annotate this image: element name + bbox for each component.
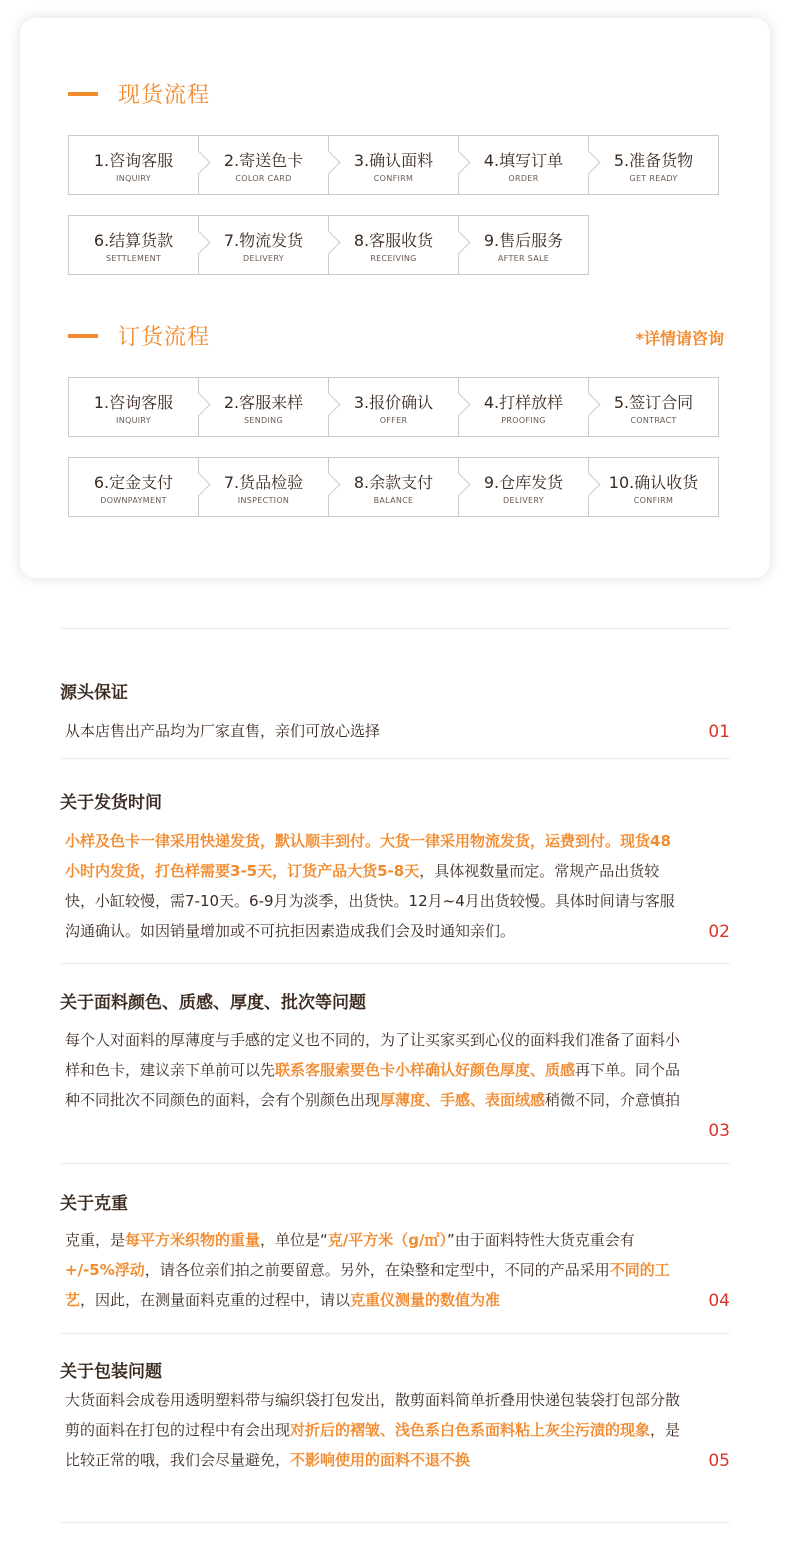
step-english-label: SETTLEMENT xyxy=(105,254,162,263)
step-label: 7.物流发货 xyxy=(223,231,304,250)
process-step xyxy=(588,135,719,195)
body-text: ，请各位亲们拍之前要留意。另外，在染整和定型中，不同的产品采用 xyxy=(144,1261,610,1279)
process-step xyxy=(328,377,459,437)
process-step xyxy=(458,377,589,437)
highlight-text: 厚薄度、手感、表面绒感 xyxy=(380,1091,546,1109)
info-title: 关于克重 xyxy=(60,1194,128,1214)
step-label: 7.货品检验 xyxy=(223,473,304,492)
consult-note: *详情请咨询 xyxy=(635,329,724,348)
accent-bar xyxy=(68,92,98,96)
step-english-label: DELIVERY xyxy=(503,496,544,505)
step-english-label: CONFIRM xyxy=(373,174,414,183)
order-steps-row-2 xyxy=(68,457,718,517)
process-step xyxy=(328,135,459,195)
step-english-label: AFTER SALE xyxy=(497,254,550,263)
highlight-text: 不同的工艺 xyxy=(65,1261,670,1309)
step-english-label: CONTRACT xyxy=(630,416,677,425)
step-label: 3.报价确认 xyxy=(353,393,434,412)
info-block-shipping-time xyxy=(60,758,730,964)
step-label: 9.售后服务 xyxy=(483,231,564,250)
body-text: ，单位是“ xyxy=(260,1231,328,1249)
divider xyxy=(60,1522,730,1523)
step-label: 5.签订合同 xyxy=(613,393,694,412)
info-number: 02 xyxy=(708,922,730,942)
step-english-label: COLOR CARD xyxy=(235,174,292,183)
info-text xyxy=(65,716,683,746)
process-step xyxy=(68,215,199,275)
step-label: 9.仓库发货 xyxy=(483,473,564,492)
highlight-text: 克重仪测量的数值为准 xyxy=(350,1291,501,1309)
process-step xyxy=(198,377,329,437)
divider xyxy=(60,628,730,629)
body-text: 从本店售出产品均为厂家直售，亲们可放心选择 xyxy=(65,722,381,740)
step-english-label: GET READY xyxy=(629,174,678,183)
process-step xyxy=(458,135,589,195)
process-step xyxy=(328,215,459,275)
accent-bar xyxy=(68,334,98,338)
body-text: 克重，是 xyxy=(65,1231,126,1249)
process-step xyxy=(198,215,329,275)
body-text: ，是比较正常的哦，我们会尽量避免， xyxy=(65,1421,681,1469)
process-step xyxy=(588,377,719,437)
info-block-source xyxy=(60,660,730,759)
body-text: 大货面料会成卷用透明塑料带与编织袋打包发出，散剪面料简单折叠用快递包装袋打包部分散剪的面料在打包的过程中有会出现 xyxy=(65,1391,681,1439)
body-text: 每个人对面料的厚薄度与手感的定义也不同的，为了让买家买到心仪的面料我们准备了面料小样和色卡，建议亲下单前可以先 xyxy=(65,1031,681,1079)
process-step xyxy=(328,457,459,517)
body-text: ”由于面料特性大货克重会有 xyxy=(447,1231,635,1249)
info-title: 关于发货时间 xyxy=(60,793,162,813)
step-label: 10.确认收货 xyxy=(608,473,699,492)
step-english-label: INSPECTION xyxy=(237,496,290,505)
order-section-header xyxy=(68,318,728,354)
info-block-packaging xyxy=(60,1333,730,1521)
body-text: ，具体视数量而定。常规产品出货较快，小缸较慢，需7-10天。6-9月为淡季，出货快。12月~4月出货较慢。具体时间请与客服沟通确认。如因销量增加或不可抗拒因素造成我们会及时通知亲们。 xyxy=(65,862,675,940)
step-english-label: ORDER xyxy=(508,174,539,183)
info-text xyxy=(65,1385,683,1475)
step-english-label: RECEIVING xyxy=(370,254,417,263)
highlight-text: 不影响使用的面料不退不换 xyxy=(290,1451,471,1469)
process-step xyxy=(198,457,329,517)
spot-steps-row-1 xyxy=(68,135,718,195)
info-block-gram-weight xyxy=(60,1163,730,1334)
process-step xyxy=(68,377,199,437)
step-label: 1.咨询客服 xyxy=(93,151,174,170)
info-number: 03 xyxy=(708,1121,730,1141)
info-number: 04 xyxy=(708,1291,730,1311)
order-section-title: 订货流程 xyxy=(118,325,211,350)
process-step xyxy=(458,457,589,517)
highlight-text: +/-5%浮动 xyxy=(65,1261,145,1279)
order-steps-row-1 xyxy=(68,377,718,437)
info-block-fabric-quality xyxy=(60,963,730,1164)
info-text xyxy=(65,1025,683,1115)
step-english-label: INQUIRY xyxy=(116,416,151,425)
step-english-label: OFFER xyxy=(379,416,408,425)
step-label: 6.定金支付 xyxy=(93,473,174,492)
process-step xyxy=(68,135,199,195)
body-text: 稍微不同，介意慎拍 xyxy=(545,1091,681,1109)
step-label: 8.余款支付 xyxy=(353,473,434,492)
body-text: ，因此，在测量面料克重的过程中，请以 xyxy=(80,1291,351,1309)
info-title: 关于包装问题 xyxy=(60,1362,162,1382)
info-text xyxy=(65,1225,683,1315)
process-step xyxy=(588,457,719,517)
step-english-label: BALANCE xyxy=(373,496,414,505)
highlight-text: 每平方米织物的重量 xyxy=(125,1231,261,1249)
highlight-text: 联系客服索要色卡小样确认好颜色厚度、质感 xyxy=(275,1061,576,1079)
step-label: 5.准备货物 xyxy=(613,151,694,170)
info-text xyxy=(65,826,683,946)
info-number: 01 xyxy=(708,722,730,742)
step-label: 2.客服来样 xyxy=(223,393,304,412)
step-english-label: DOWNPAYMENT xyxy=(100,496,167,505)
process-step xyxy=(68,457,199,517)
step-label: 8.客服收货 xyxy=(353,231,434,250)
highlight-text: 对折后的褶皱、浅色系白色系面料粘上灰尘污渍的现象 xyxy=(290,1421,651,1439)
step-label: 6.结算货款 xyxy=(93,231,174,250)
process-step xyxy=(458,215,589,275)
body-text: 再下单。同个品种不同批次不同颜色的面料，会有个别颜色出现 xyxy=(65,1061,681,1109)
step-label: 1.咨询客服 xyxy=(93,393,174,412)
step-label: 3.确认面料 xyxy=(353,151,434,170)
step-english-label: PROOFING xyxy=(501,416,546,425)
info-number: 05 xyxy=(708,1451,730,1471)
step-label: 2.寄送色卡 xyxy=(223,151,304,170)
info-title: 源头保证 xyxy=(60,683,128,703)
highlight-text: 克/平方米（g/㎡） xyxy=(327,1231,448,1249)
step-english-label: CONFIRM xyxy=(633,496,674,505)
step-english-label: SENDING xyxy=(244,416,283,425)
step-label: 4.打样放样 xyxy=(483,393,564,412)
step-english-label: DELIVERY xyxy=(243,254,284,263)
step-label: 4.填写订单 xyxy=(483,151,564,170)
spot-steps-row-2 xyxy=(68,215,588,275)
info-title: 关于面料颜色、质感、厚度、批次等问题 xyxy=(60,993,366,1013)
step-english-label: INQUIRY xyxy=(116,174,151,183)
spot-section-header xyxy=(68,76,728,112)
spot-section-title: 现货流程 xyxy=(118,83,211,108)
process-step xyxy=(198,135,329,195)
highlight-text: 小样及色卡一律采用快递发货，默认顺丰到付。大货一律采用物流发货，运费到付。现货48小时内发货，打色样需要3-5天，订货产品大货5-8天 xyxy=(65,832,671,880)
